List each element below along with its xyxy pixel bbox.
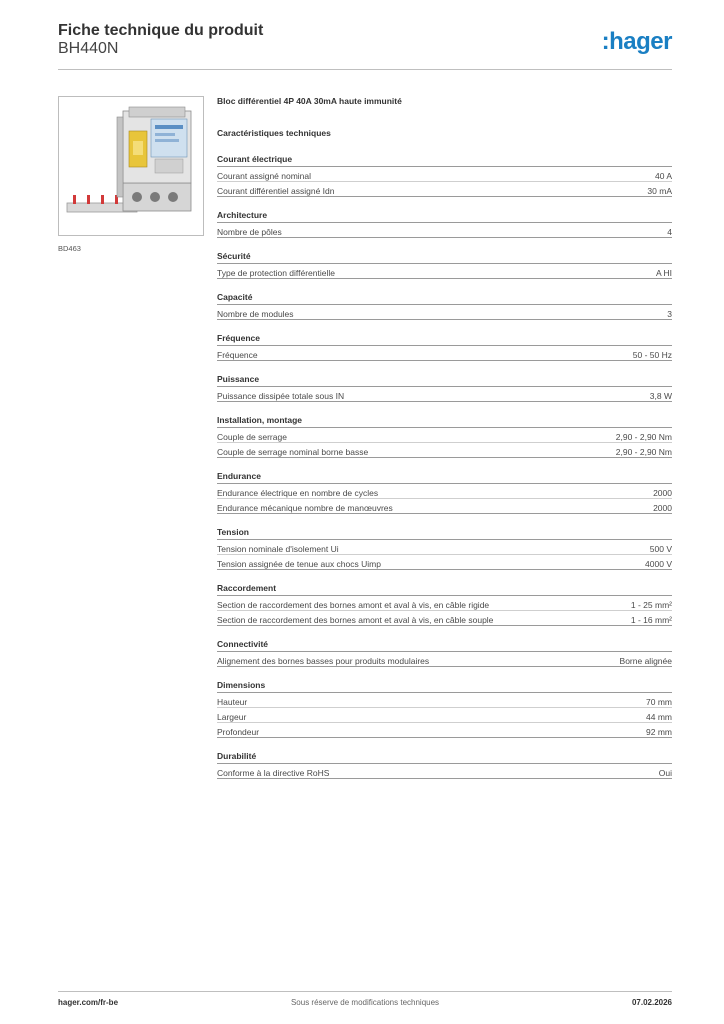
spec-value: Borne alignée [619,656,672,666]
spec-value: 30 mA [647,186,672,196]
spec-label: Courant différentiel assigné Idn [217,186,335,196]
spec-groups [217,154,672,779]
spec-group-title: Sécurité [217,251,672,264]
footer-divider [58,991,672,992]
spec-row [217,555,672,570]
spec-row [217,346,672,361]
spec-value: Oui [658,768,672,778]
spec-group-title: Raccordement [217,583,672,596]
product-illustration [59,97,203,235]
spec-row [217,484,672,499]
spec-group-title: Connectivité [217,639,672,652]
spec-group [217,639,672,667]
spec-group [217,527,672,570]
spec-value: 2000 [653,503,672,513]
spec-row [217,708,672,723]
page-footer [58,998,672,1012]
spec-label: Alignement des bornes basses pour produits modulaires [217,656,430,666]
product-image [58,96,204,236]
spec-group [217,374,672,402]
spec-row [217,264,672,279]
spec-value: 4000 V [645,559,672,569]
page-header [58,22,672,70]
hager-logo: :hager [601,28,672,55]
spec-group-title: Installation, montage [217,415,672,428]
spec-value: 1 - 25 mm² [630,600,672,610]
spec-label: Couple de serrage [217,432,287,442]
spec-value: 3 [667,309,672,319]
spec-value: 2,90 - 2,90 Nm [615,432,672,442]
spec-group [217,680,672,738]
spec-label: Nombre de pôles [217,227,282,237]
spec-label: Tension nominale d'isolement Ui [217,544,339,554]
document-title: Fiche technique du produit [58,22,264,39]
spec-label: Profondeur [217,727,260,737]
spec-group-title: Tension [217,527,672,540]
spec-group [217,210,672,238]
product-reference: BH440N [58,40,119,57]
spec-group [217,251,672,279]
spec-value: 1 - 16 mm² [630,615,672,625]
spec-value: 44 mm [646,712,672,722]
spec-row [217,723,672,738]
spec-label: Fréquence [217,350,258,360]
spec-group [217,292,672,320]
spec-value: 70 mm [646,697,672,707]
spec-label: Hauteur [217,697,248,707]
spec-label: Endurance mécanique nombre de manœuvres [217,503,393,513]
spec-group [217,583,672,626]
spec-label: Section de raccordement des bornes amont et aval à vis, en câble rigide [217,600,490,610]
spec-label: Couple de serrage nominal borne basse [217,447,369,457]
spec-row [217,652,672,667]
spec-group [217,415,672,458]
spec-row [217,611,672,626]
spec-group-title: Architecture [217,210,672,223]
spec-group [217,333,672,361]
spec-group-title: Endurance [217,471,672,484]
spec-value: 2,90 - 2,90 Nm [615,447,672,457]
spec-label: Courant assigné nominal [217,171,312,181]
spec-label: Section de raccordement des bornes amont et aval à vis, en câble souple [217,615,494,625]
header-divider [58,69,672,70]
spec-row [217,223,672,238]
spec-label: Nombre de modules [217,309,294,319]
spec-value: 92 mm [646,727,672,737]
spec-row [217,428,672,443]
spec-value: 50 - 50 Hz [632,350,672,360]
spec-group-title: Dimensions [217,680,672,693]
footer-website[interactable]: hager.com/fr-be [58,998,119,1007]
spec-label: Conforme à la directive RoHS [217,768,330,778]
spec-label: Endurance électrique en nombre de cycles [217,488,379,498]
spec-row [217,596,672,611]
spec-row [217,182,672,197]
spec-value: 40 A [654,171,672,181]
spec-group-title: Puissance [217,374,672,387]
footer-disclaimer: Sous réserve de modifications techniques [290,998,440,1007]
spec-label: Tension assignée de tenue aux chocs Uimp [217,559,381,569]
spec-value: 4 [667,227,672,237]
spec-row [217,305,672,320]
spec-row [217,499,672,514]
spec-content [217,96,672,792]
spec-row [217,387,672,402]
spec-row [217,443,672,458]
spec-value: 2000 [653,488,672,498]
spec-group-title: Courant électrique [217,154,672,167]
spec-row [217,167,672,182]
spec-value: 3,8 W [649,391,672,401]
spec-label: Largeur [217,712,247,722]
spec-row [217,764,672,779]
spec-value: 500 V [649,544,672,554]
specs-heading: Caractéristiques techniques [217,128,331,138]
spec-row [217,540,672,555]
spec-group [217,154,672,197]
spec-group-title: Durabilité [217,751,672,764]
footer-date: 07.02.2026 [631,998,672,1007]
spec-group-title: Capacité [217,292,672,305]
spec-label: Type de protection différentielle [217,268,335,278]
image-caption: BD463 [58,244,81,253]
spec-row [217,693,672,708]
spec-group [217,751,672,779]
spec-label: Puissance dissipée totale sous IN [217,391,345,401]
spec-value: A HI [655,268,672,278]
product-name: Bloc différentiel 4P 40A 30mA haute immunité [217,96,402,106]
spec-group-title: Fréquence [217,333,672,346]
spec-group [217,471,672,514]
